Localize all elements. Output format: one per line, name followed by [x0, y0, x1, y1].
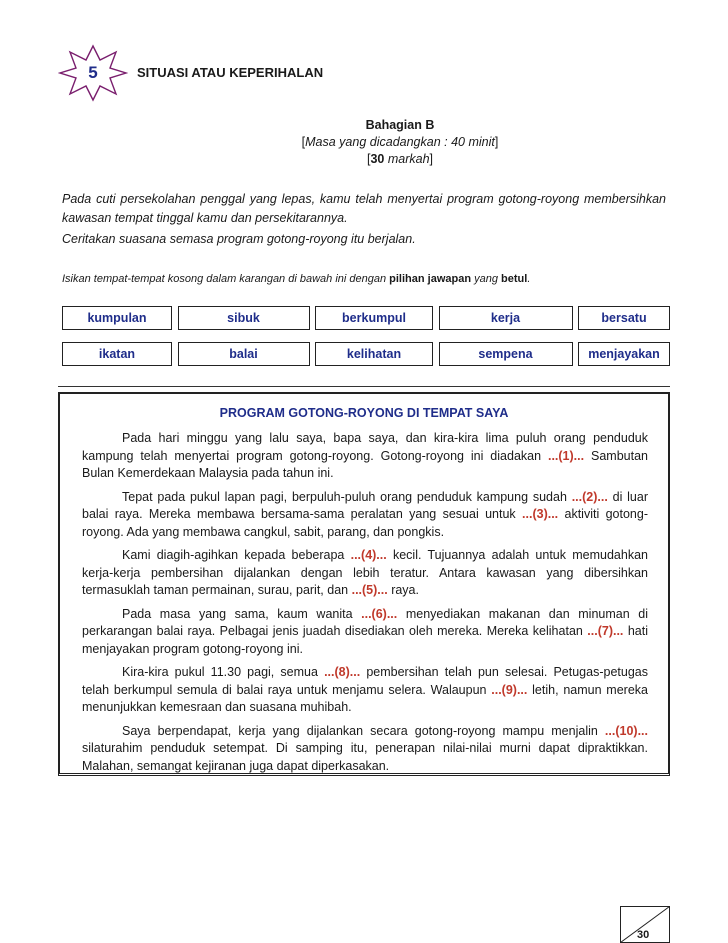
page-number: 30: [637, 929, 650, 941]
essay-paragraph: Kira-kira pukul 11.30 pagi, semua ...(8)... pembersihan telah pun selesai. Petugas-petugas telah berkumpul semula di balai raya untuk menjamu selera. Walaupun ...(9)... letih, namun mereka menunjukkan kemesraan dan suasana muhibah.: [82, 665, 648, 714]
blank-6: ...(6)...: [361, 606, 398, 621]
blank-2: ...(2)...: [571, 489, 608, 504]
word-bank-row: [62, 306, 670, 332]
blank-10: ...(10)...: [604, 723, 648, 738]
essay-paragraph: Saya berpendapat, kerja yang dijalankan secara gotong-royong mampu menjalin ...(10)... silaturahim penduduk setempat. Di samping itu, penerapan nilai-nilai murni dapat dipraktikkan. Malahan, semangat kejiranan juga dapat diperkasakan.: [82, 723, 648, 773]
essay-title: PROGRAM GOTONG-ROYONG DI TEMPAT SAYA: [219, 406, 509, 420]
divider: [58, 386, 670, 387]
section-number: 5: [88, 63, 98, 82]
task-instructions: [62, 190, 666, 249]
word-option: sibuk: [178, 306, 310, 330]
blank-1: ...(1)...: [547, 448, 585, 463]
blank-8: ...(8)...: [324, 665, 361, 679]
part-title: Bahagian B: [365, 118, 435, 132]
essay-paragraph: Pada masa yang sama, kaum wanita ...(6)... menyediakan makanan dan minuman di perkarangan balai raya. Pelbagai jenis juadah disediakan oleh mereka. Mereka kelihatan ...(7)... hati menjayakan program gotong-royong ini.: [82, 606, 648, 656]
marks-allocation: [30 markah]: [366, 152, 434, 166]
word-option: kumpulan: [62, 306, 172, 330]
word-option: ikatan: [62, 342, 172, 366]
essay-paragraph: Tepat pada pukul lapan pagi, berpuluh-puluh orang penduduk kampung sudah ...(2)... di luar balai raya. Mereka membawa bersama-sama peralatan yang sesuai untuk ...(3)... aktiviti gotong-royong. Ada yang membawa cangkul, sabit, parang, dan pongkis.: [82, 489, 648, 539]
part-header: [0, 117, 728, 168]
word-bank-row: [62, 342, 670, 368]
essay-paragraph: Kami diagih-agihkan kepada beberapa ...(4)... kecil. Tujuannya adalah untuk memudahkan kerja-kerja pembersihan dijalankan dengan lebih teratur. Antara kawasan yang dibersihkan termasuklah taman permainan, surau, parit, dan ...(5)... raya.: [82, 548, 648, 597]
blank-9: ...(9)...: [491, 682, 528, 697]
essay-box: [58, 392, 670, 776]
word-option: menjayakan: [578, 342, 670, 366]
blank-3: ...(3)...: [522, 507, 559, 521]
blank-4: ...(4)...: [350, 548, 387, 562]
instruction-line: Pada cuti persekolahan penggal yang lepas, kamu telah menyertai program gotong-royong membersihkan kawasan tempat tinggal kamu dan persekitarannya.: [62, 192, 666, 225]
word-option: balai: [178, 342, 310, 366]
section-title: SITUASI ATAU KEPERIHALAN: [137, 65, 324, 80]
section-number-star: [58, 44, 128, 102]
word-option: kerja: [439, 306, 573, 330]
word-option: berkumpul: [315, 306, 433, 330]
fill-instruction: Isikan tempat-tempat kosong dalam karangan di bawah ini dengan pilihan jawapan yang betul.: [62, 273, 531, 285]
time-allocation: [Masa yang dicadangkan : 40 minit]: [301, 135, 499, 149]
word-option: bersatu: [578, 306, 670, 330]
blank-7: ...(7)...: [587, 624, 624, 638]
word-option: kelihatan: [315, 342, 433, 366]
instruction-line: Ceritakan suasana semasa program gotong-royong itu berjalan.: [62, 232, 416, 246]
blank-5: ...(5)...: [351, 583, 388, 597]
word-option: sempena: [439, 342, 573, 366]
essay-paragraph: Pada hari minggu yang lalu saya, bapa saya, dan kira-kira lima puluh orang penduduk kampung telah menyertai program gotong-royong. Gotong-royong ini diadakan ...(1)... Sambutan Bulan Kemerdekaan Malaysia pada tahun ini.: [82, 431, 648, 480]
